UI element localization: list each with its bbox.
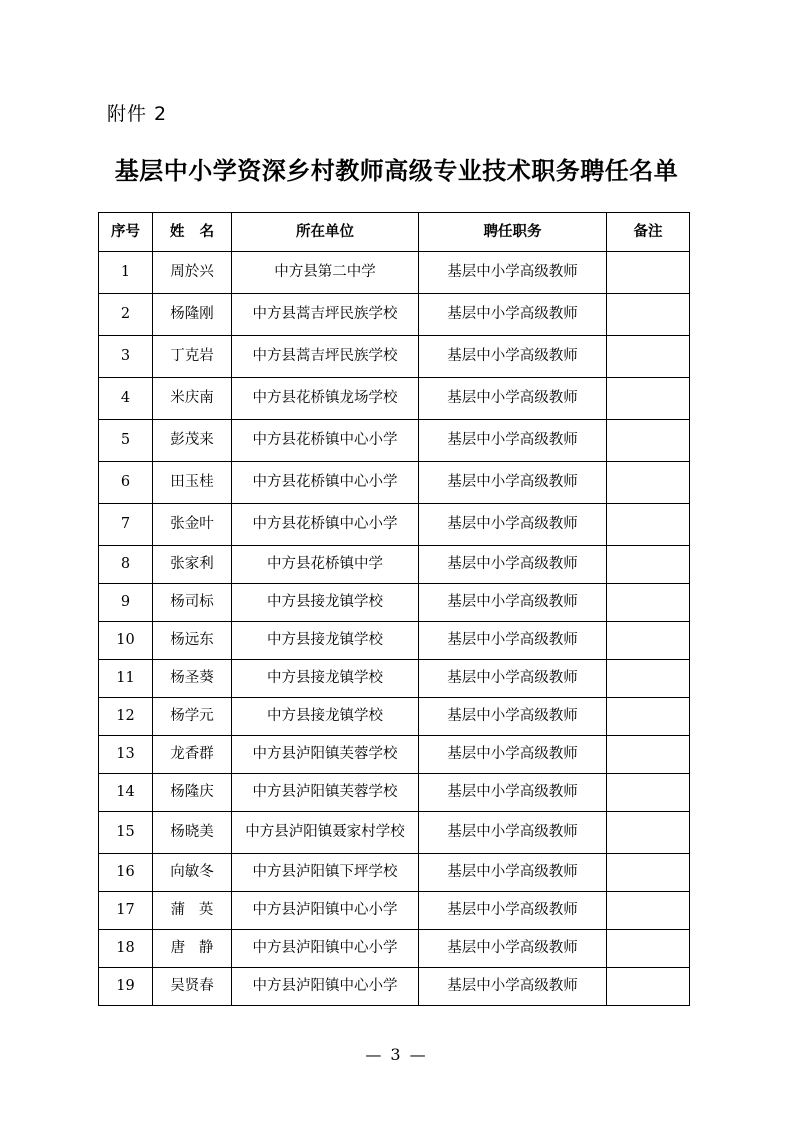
cell-no: 12 xyxy=(99,698,153,736)
table-row xyxy=(99,336,690,378)
cell-post: 基层中小学高级教师 xyxy=(419,336,607,378)
cell-unit: 中方县第二中学 xyxy=(232,252,419,294)
table-row xyxy=(99,584,690,622)
cell-name: 杨晓美 xyxy=(153,812,232,854)
cell-note xyxy=(607,252,690,294)
cell-name: 张金叶 xyxy=(153,504,232,546)
table-row xyxy=(99,294,690,336)
cell-name: 龙香群 xyxy=(153,736,232,774)
attachment-label: 附件 2 xyxy=(107,103,168,125)
cell-no: 4 xyxy=(99,378,153,420)
cell-no: 16 xyxy=(99,854,153,892)
cell-no: 10 xyxy=(99,622,153,660)
cell-no: 2 xyxy=(99,294,153,336)
cell-unit: 中方县花桥镇中心小学 xyxy=(232,462,419,504)
table-body xyxy=(99,252,690,1006)
cell-unit: 中方县蒿吉坪民族学校 xyxy=(232,294,419,336)
header-post: 聘任职务 xyxy=(419,213,607,252)
cell-note xyxy=(607,504,690,546)
cell-name: 杨隆刚 xyxy=(153,294,232,336)
cell-post: 基层中小学高级教师 xyxy=(419,584,607,622)
teacher-roster-table xyxy=(98,212,690,1006)
header-name: 姓 名 xyxy=(153,213,232,252)
cell-note xyxy=(607,660,690,698)
cell-post: 基层中小学高级教师 xyxy=(419,660,607,698)
table-row xyxy=(99,812,690,854)
cell-note xyxy=(607,336,690,378)
cell-post: 基层中小学高级教师 xyxy=(419,420,607,462)
cell-post: 基层中小学高级教师 xyxy=(419,892,607,930)
cell-unit: 中方县泸阳镇聂家村学校 xyxy=(232,812,419,854)
table-row xyxy=(99,892,690,930)
table-row xyxy=(99,546,690,584)
cell-unit: 中方县花桥镇中心小学 xyxy=(232,420,419,462)
cell-post: 基层中小学高级教师 xyxy=(419,546,607,584)
cell-no: 15 xyxy=(99,812,153,854)
cell-unit: 中方县接龙镇学校 xyxy=(232,584,419,622)
table-row xyxy=(99,252,690,294)
cell-name: 杨学元 xyxy=(153,698,232,736)
cell-no: 8 xyxy=(99,546,153,584)
cell-name: 蒲 英 xyxy=(153,892,232,930)
cell-note xyxy=(607,736,690,774)
cell-name: 向敏冬 xyxy=(153,854,232,892)
cell-unit: 中方县泸阳镇芙蓉学校 xyxy=(232,774,419,812)
cell-unit: 中方县蒿吉坪民族学校 xyxy=(232,336,419,378)
cell-note xyxy=(607,774,690,812)
cell-unit: 中方县接龙镇学校 xyxy=(232,660,419,698)
cell-unit: 中方县花桥镇中学 xyxy=(232,546,419,584)
cell-name: 唐 静 xyxy=(153,930,232,968)
cell-unit: 中方县泸阳镇芙蓉学校 xyxy=(232,736,419,774)
cell-name: 杨圣葵 xyxy=(153,660,232,698)
cell-no: 6 xyxy=(99,462,153,504)
cell-no: 5 xyxy=(99,420,153,462)
cell-no: 18 xyxy=(99,930,153,968)
cell-unit: 中方县接龙镇学校 xyxy=(232,698,419,736)
cell-post: 基层中小学高级教师 xyxy=(419,968,607,1006)
cell-post: 基层中小学高级教师 xyxy=(419,812,607,854)
cell-post: 基层中小学高级教师 xyxy=(419,930,607,968)
cell-name: 吴贤春 xyxy=(153,968,232,1006)
table-row xyxy=(99,462,690,504)
table-row xyxy=(99,968,690,1006)
cell-note xyxy=(607,546,690,584)
cell-post: 基层中小学高级教师 xyxy=(419,252,607,294)
cell-no: 14 xyxy=(99,774,153,812)
cell-no: 11 xyxy=(99,660,153,698)
cell-note xyxy=(607,420,690,462)
cell-post: 基层中小学高级教师 xyxy=(419,378,607,420)
cell-note xyxy=(607,892,690,930)
cell-no: 17 xyxy=(99,892,153,930)
cell-name: 周於兴 xyxy=(153,252,232,294)
cell-no: 19 xyxy=(99,968,153,1006)
table-row xyxy=(99,378,690,420)
cell-name: 丁克岩 xyxy=(153,336,232,378)
cell-name: 彭茂来 xyxy=(153,420,232,462)
cell-post: 基层中小学高级教师 xyxy=(419,698,607,736)
table-row xyxy=(99,504,690,546)
cell-note xyxy=(607,584,690,622)
cell-no: 9 xyxy=(99,584,153,622)
table-header-row xyxy=(99,213,690,252)
document-title: 基层中小学资深乡村教师高级专业技术职务聘任名单 xyxy=(114,157,679,185)
cell-post: 基层中小学高级教师 xyxy=(419,622,607,660)
cell-post: 基层中小学高级教师 xyxy=(419,774,607,812)
cell-note xyxy=(607,462,690,504)
table-row xyxy=(99,660,690,698)
cell-note xyxy=(607,294,690,336)
cell-unit: 中方县接龙镇学校 xyxy=(232,622,419,660)
cell-note xyxy=(607,930,690,968)
cell-name: 杨隆庆 xyxy=(153,774,232,812)
cell-name: 杨远东 xyxy=(153,622,232,660)
cell-unit: 中方县泸阳镇中心小学 xyxy=(232,930,419,968)
cell-note xyxy=(607,698,690,736)
cell-post: 基层中小学高级教师 xyxy=(419,736,607,774)
header-no: 序号 xyxy=(99,213,153,252)
cell-unit: 中方县泸阳镇下坪学校 xyxy=(232,854,419,892)
table-row xyxy=(99,854,690,892)
table-row xyxy=(99,774,690,812)
cell-unit: 中方县花桥镇中心小学 xyxy=(232,504,419,546)
cell-no: 3 xyxy=(99,336,153,378)
cell-post: 基层中小学高级教师 xyxy=(419,854,607,892)
table-row xyxy=(99,420,690,462)
header-unit: 所在单位 xyxy=(232,213,419,252)
cell-post: 基层中小学高级教师 xyxy=(419,294,607,336)
cell-name: 田玉桂 xyxy=(153,462,232,504)
cell-unit: 中方县花桥镇龙场学校 xyxy=(232,378,419,420)
cell-name: 杨司标 xyxy=(153,584,232,622)
cell-post: 基层中小学高级教师 xyxy=(419,504,607,546)
cell-unit: 中方县泸阳镇中心小学 xyxy=(232,968,419,1006)
cell-note xyxy=(607,968,690,1006)
cell-post: 基层中小学高级教师 xyxy=(419,462,607,504)
header-note: 备注 xyxy=(607,213,690,252)
page-number: — 3 — xyxy=(365,1045,428,1064)
table-row xyxy=(99,736,690,774)
cell-name: 米庆南 xyxy=(153,378,232,420)
cell-note xyxy=(607,378,690,420)
table-row xyxy=(99,930,690,968)
table-row xyxy=(99,622,690,660)
cell-no: 1 xyxy=(99,252,153,294)
cell-note xyxy=(607,812,690,854)
cell-unit: 中方县泸阳镇中心小学 xyxy=(232,892,419,930)
cell-note xyxy=(607,622,690,660)
table-row xyxy=(99,698,690,736)
cell-no: 13 xyxy=(99,736,153,774)
cell-no: 7 xyxy=(99,504,153,546)
cell-note xyxy=(607,854,690,892)
cell-name: 张家利 xyxy=(153,546,232,584)
